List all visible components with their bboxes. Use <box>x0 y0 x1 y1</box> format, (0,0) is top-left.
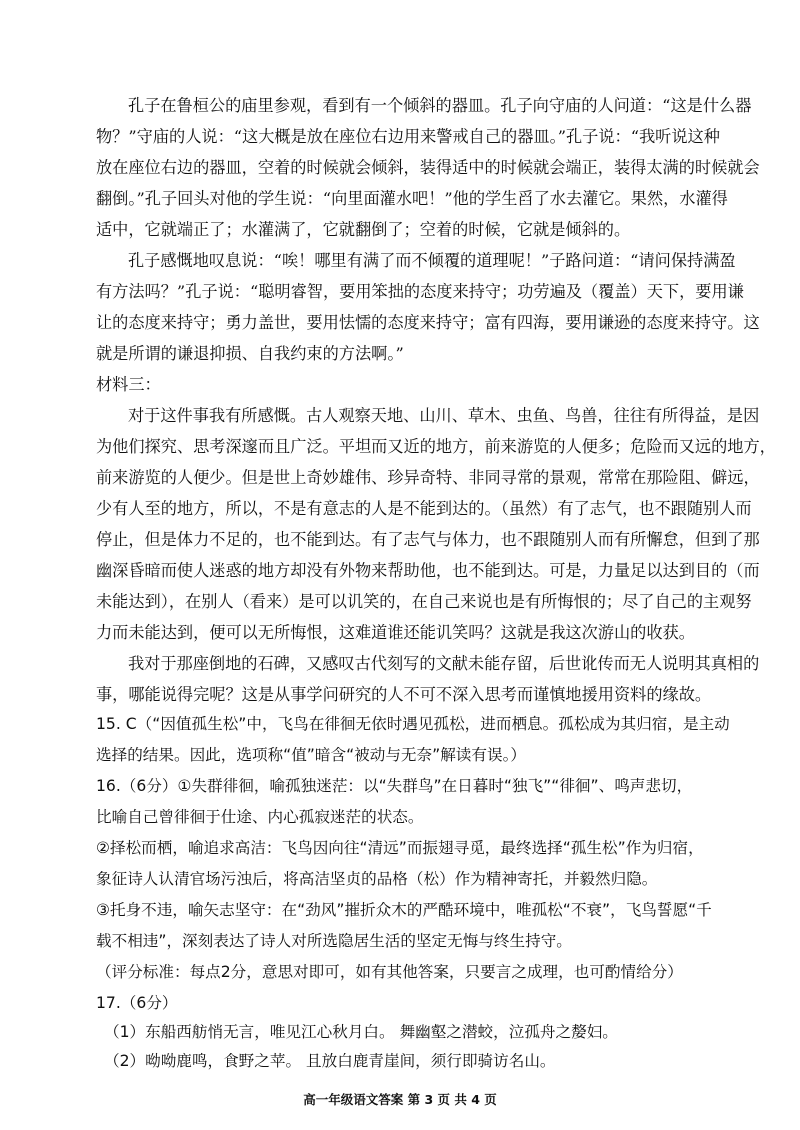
passage-p3-line: 前来游览的人便少。但是世上奇妙雄伟、珍异奇特、非同寻常的景观，常常在那险阻、僻远， <box>96 468 760 487</box>
material-three-label: 材料三： <box>96 375 161 394</box>
passage-p2-line: 有方法吗？”孔子说：“聪明睿智，要用笨拙的态度来持守；功劳遍及（覆盖）天下，要用谦 <box>96 282 744 301</box>
passage-p2-line: 让的态度来持守；勇力盖世，要用怯懦的态度来持守；富有四海，要用谦逊的态度来持守。这 <box>96 313 760 332</box>
q15-line: 选择的结果。因此，选项称“值”暗含“被动与无奈”解读有误。） <box>96 746 526 764</box>
q16-line: ③托身不违，喻矢志坚守：在“劲风”摧折众木的严酷环境中，唯孤松“不衰”，飞鸟誓愿“千 <box>96 901 712 919</box>
passage-p3-line: 停止，但是体力不足的，也不能到达。有了志气与体力，也不跟随别人而有所懈怠，但到了那 <box>96 530 760 549</box>
q16-line: ②择松而栖，喻追求高洁：飞鸟因向往“清远”而振翅寻觅，最终选择“孤生松”作为归宿， <box>96 839 704 857</box>
passage-p3-line: 力而未能达到，便可以无所悔恨，这难道谁还能讥笑吗？这就是我这次游山的收获。 <box>96 623 695 642</box>
passage-p1-line: 适中，它就端正了；水灌满了，它就翻倒了；空着的时候，它就是倾斜的。 <box>96 220 631 239</box>
q17-heading: 17.（6分） <box>96 994 178 1012</box>
passage-p3-line: 幽深昏暗而使人迷惑的地方却没有外物来帮助他，也不能到达。可是，力量足以达到目的（而 <box>96 561 760 580</box>
passage-p4-line: 事，哪能说得完呢？这是从事学问研究的人不可不深入思考而谨慎地援用资料的缘故。 <box>96 685 712 704</box>
passage-p2-line: 孔子感慨地叹息说：“唉！哪里有满了而不倾覆的道理呢！”子路问道：“请问保持满盈 <box>128 251 736 270</box>
q17-answer-2: （2）呦呦鹿鸣，食野之苹。 且放白鹿青崖间，须行即骑访名山。 <box>104 1052 556 1070</box>
q16-line: 比喻自己曾徘徊于仕途、内心孤寂迷茫的状态。 <box>96 808 424 826</box>
q16-line: 象征诗人认清官场污浊后，将高洁坚贞的品格（松）作为精神寄托，并毅然归隐。 <box>96 870 658 888</box>
passage-p2-line: 就是所谓的谦退抑损、自我约束的方法啊。” <box>96 344 404 363</box>
passage-p1-line: 翻倒。”孔子回头对他的学生说：“向里面灌水吧！”他的学生舀了水去灌它。果然，水灌得 <box>96 189 728 208</box>
passage-p1-line: 放在座位右边的器皿，空着的时候就会倾斜，装得适中的时候就会端正，装得太满的时候就会 <box>96 158 760 177</box>
q16-line: 载不相违”，深刻表达了诗人对所选隐居生活的坚定无悔与终生持守。 <box>96 932 572 950</box>
passage-p3-line: 未能达到），在别人（看来）是可以讥笑的，在自己来说也是有所悔恨的；尽了自己的主观努 <box>96 592 752 611</box>
passage-p3-line: 为他们探究、思考深邃而且广泛。平坦而又近的地方，前来游览的人便多；危险而又远的地方， <box>96 437 776 456</box>
page-footer: 高一年级语文答案 第 3 页 共 4 页 <box>303 1092 497 1107</box>
passage-p1-line: 物？”守庙的人说：“这大概是放在座位右边用来警戒自己的器皿。”孔子说：“我听说这种 <box>96 127 720 146</box>
q15-line: 15. C（“因值孤生松”中，飞鸟在徘徊无依时遇见孤松，进而栖息。孤松成为其归宿，是主动 <box>96 715 730 733</box>
passage-p1-line: 孔子在鲁桓公的庙里参观，看到有一个倾斜的器皿。孔子向守庙的人问道：“这是什么器 <box>128 96 752 115</box>
passage-p3-line: 对于这件事我有所感慨。古人观察天地、山川、草木、虫鱼、鸟兽，往往有所得益，是因 <box>128 406 760 425</box>
passage-p4-line: 我对于那座倒地的石碑，又感叹古代刻写的文献未能存留，后世讹传而无人说明其真相的 <box>128 654 760 673</box>
q16-line: 16.（6分）①失群徘徊，喻孤独迷茫：以“失群鸟”在日暮时“独飞”“徘徊”、鸣声悲切， <box>96 777 693 795</box>
q16-scoring-note: （评分标准：每点2分，意思对即可，如有其他答案，只要言之成理，也可酌情给分） <box>96 963 683 981</box>
passage-p3-line: 少有人至的地方，所以，不是有意志的人是不能到达的。（虽然）有了志气，也不跟随别人而 <box>96 499 752 518</box>
q17-answer-1: （1）东船西舫悄无言，唯见江心秋月白。 舞幽壑之潜蛟，泣孤舟之嫠妇。 <box>104 1023 618 1041</box>
